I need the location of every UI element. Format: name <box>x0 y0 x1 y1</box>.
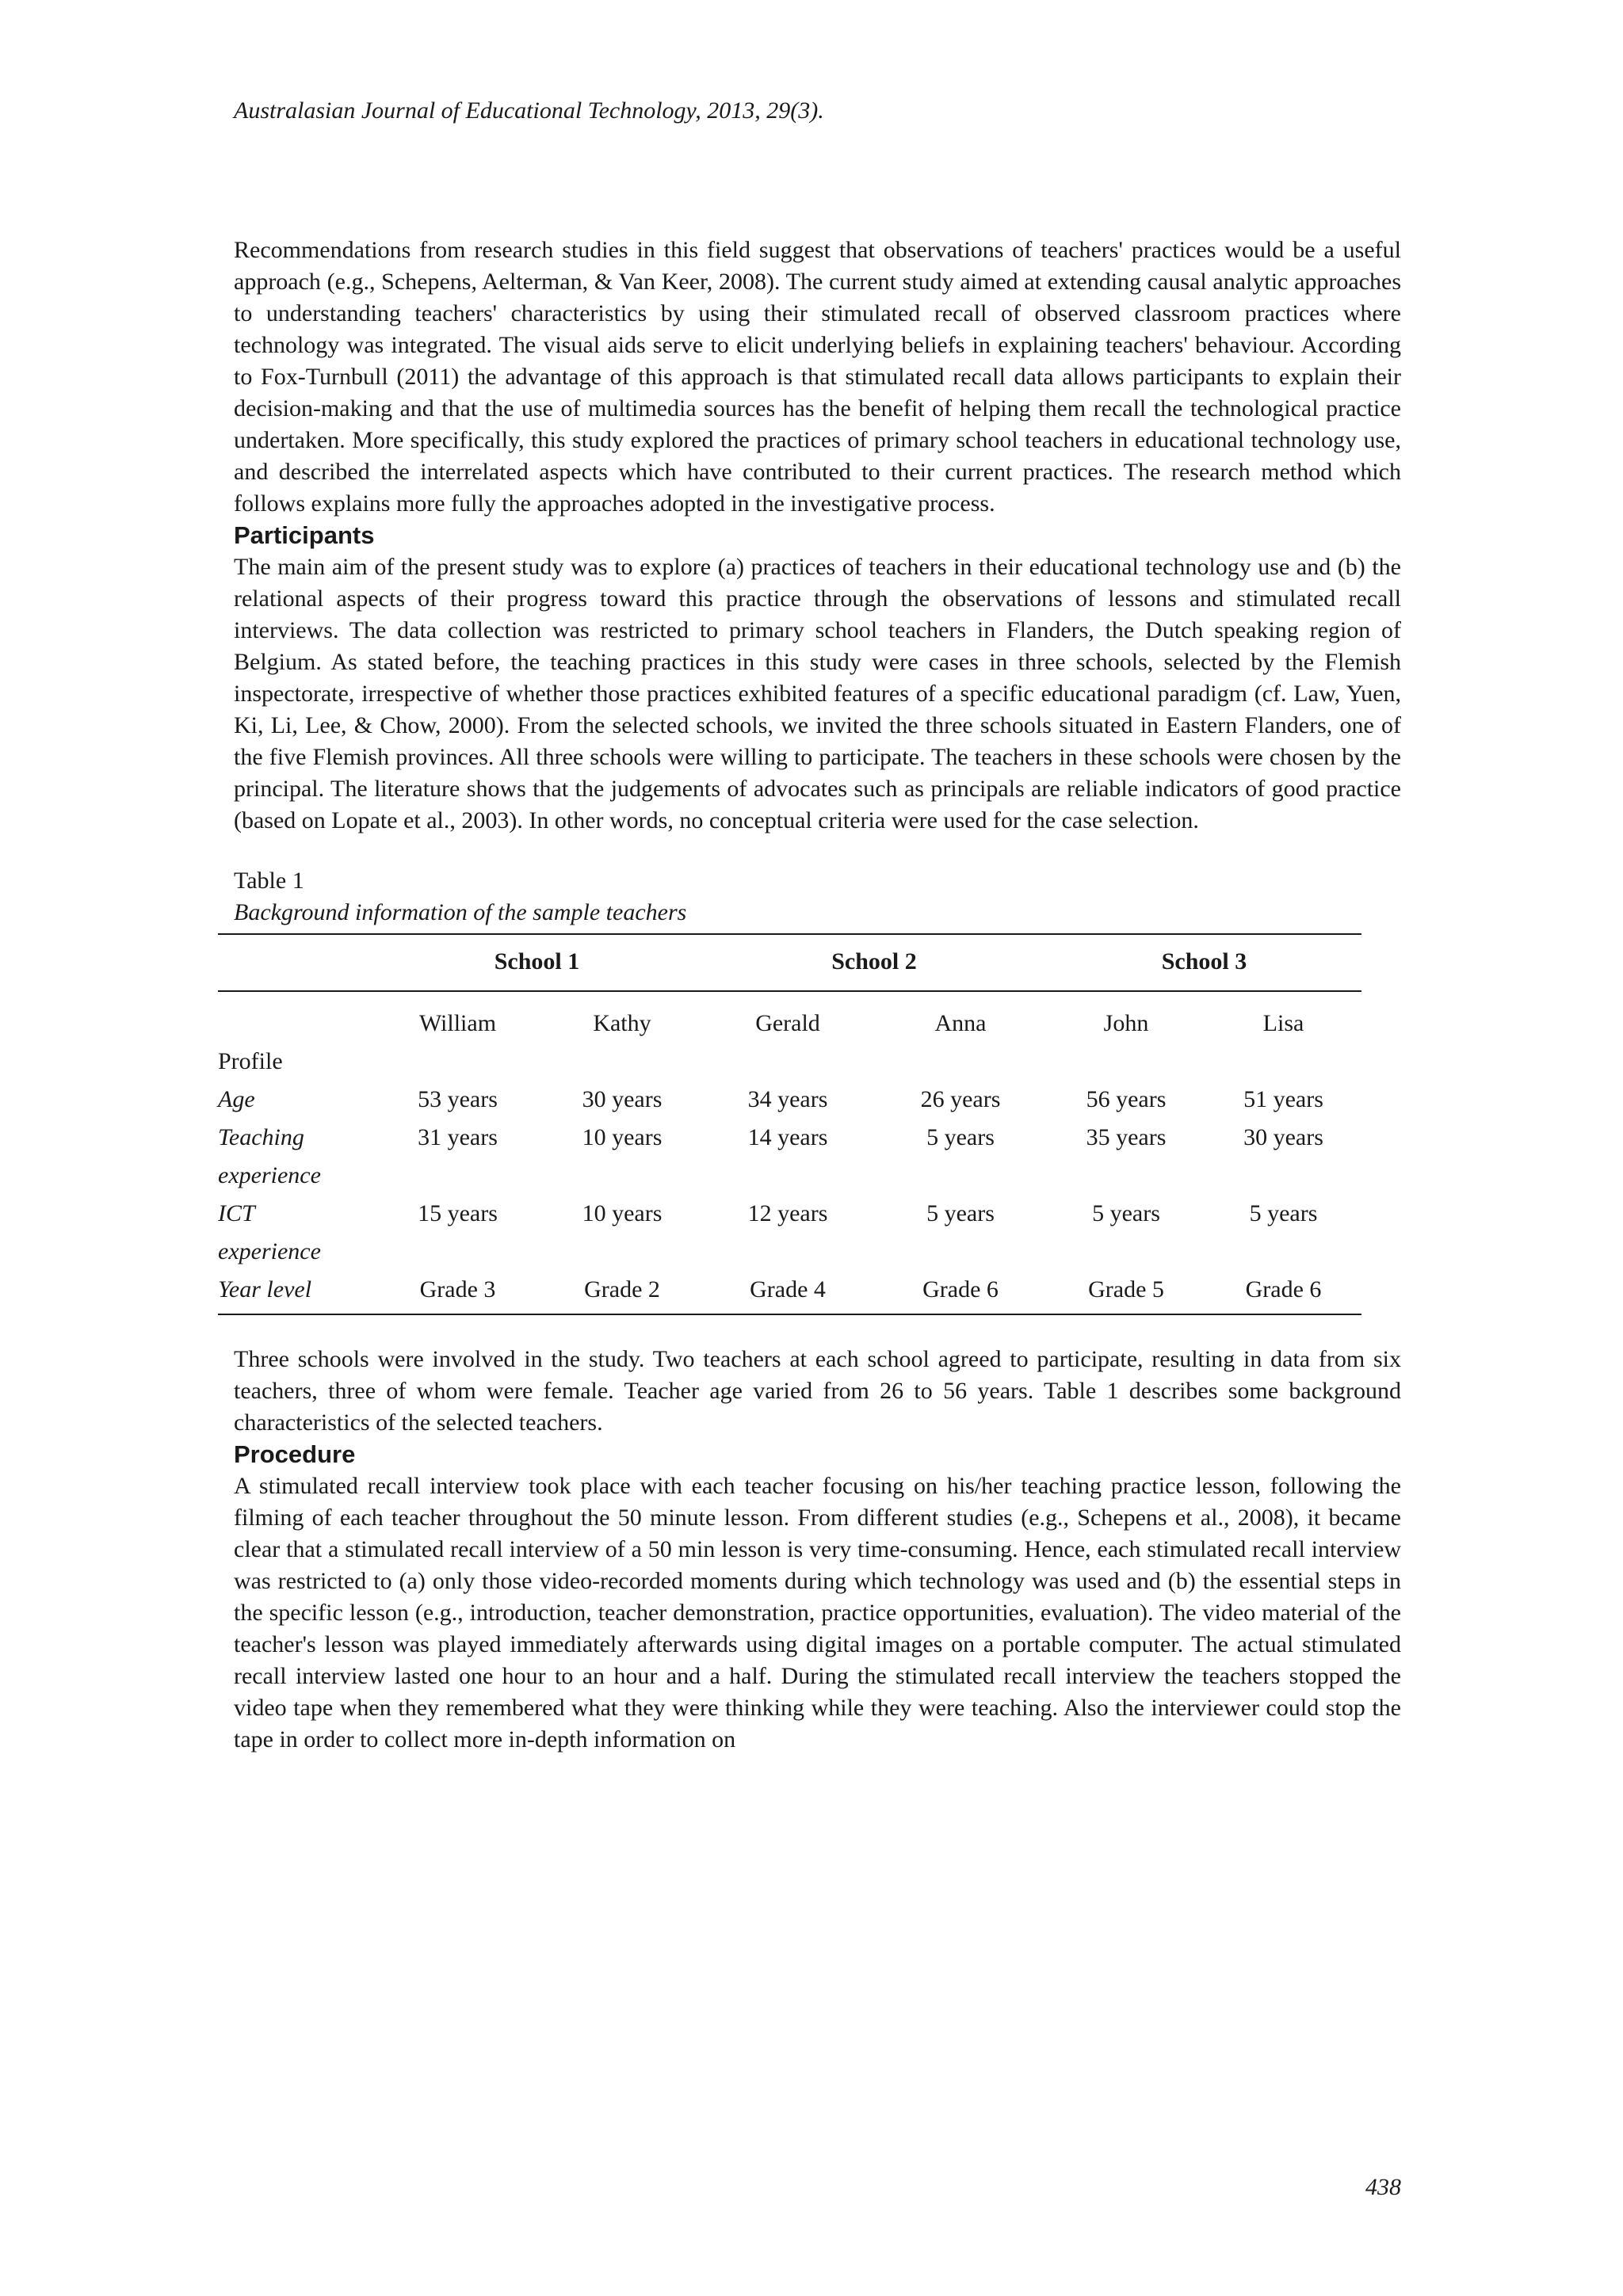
page-number: 438 <box>1365 2174 1401 2200</box>
teacher-name: Kathy <box>593 1010 651 1036</box>
school-1-header: School 1 <box>372 934 701 991</box>
table-cell: Grade 5 <box>1047 1271 1205 1314</box>
table-cell: 53 years <box>418 1086 498 1112</box>
heading-participants: Participants <box>234 521 375 549</box>
heading-procedure: Procedure <box>234 1440 356 1468</box>
intro-paragraph: Recommendations from research studies in this field suggest that observations of teachers' practices would be a useful approach (e.g., Schepens, Aelterman, & Van Keer, 2008). The current study aimed at extending causal analytic approaches to understanding teachers' characteristics by using their stimulated recall of observed classroom practices where technology was integrated. The visual aids serve to elicit underlying beliefs in explaining teachers' behaviour. According to Fox-Turnbull (2011) the advantage of this approach is that stimulated recall data allows participants to explain their decision-making and that the use of multimedia sources has the benefit of helping them recall the technological practice undertaken. More specifically, this study explored the practices of primary school teachers in educational technology use, and described the interrelated aspects which have contributed to their current practices. The research method which follows explains more fully the approaches adopted in the investigative process. <box>234 237 1401 517</box>
empty-name-cell <box>218 991 372 1043</box>
empty-header-cell <box>218 934 372 991</box>
table-cell: Grade 2 <box>543 1271 701 1314</box>
teacher-name: Anna <box>934 1010 987 1036</box>
school-2-header: School 2 <box>701 934 1047 991</box>
table-cell: 56 years <box>1086 1086 1167 1112</box>
table-cell: 5 years <box>926 1124 995 1150</box>
table-cell: 51 years <box>1243 1086 1323 1112</box>
table-cell: 30 years <box>1243 1124 1323 1150</box>
table-row-age <box>218 1081 1361 1119</box>
profile-label: Profile <box>218 1048 283 1074</box>
teacher-name: Lisa <box>1262 1010 1304 1036</box>
after-table-paragraph: Three schools were involved in the study. Two teachers at each school agreed to participate, resulting in data from six teachers, three of whom were female. Teacher age varied from 26 to 56 years. Table 1 describes some background characteristics of the selected teachers. <box>234 1346 1401 1436</box>
table-cell: 10 years <box>582 1124 663 1150</box>
school-header-row <box>218 934 1361 991</box>
background-table <box>218 933 1361 1315</box>
table-cell: 15 years <box>418 1200 498 1226</box>
table-title: Background information of the sample teachers <box>234 899 687 925</box>
row-label: Age <box>218 1086 255 1112</box>
table-row-ict-experience <box>218 1195 1361 1271</box>
table-cell: 31 years <box>418 1124 498 1150</box>
table-cell: 35 years <box>1086 1124 1167 1150</box>
table-cell: Grade 4 <box>701 1271 874 1314</box>
table-row-teaching-experience <box>218 1119 1361 1195</box>
table-cell: 5 years <box>926 1200 995 1226</box>
page-content <box>218 235 1401 1756</box>
table-cell: 5 years <box>1092 1200 1160 1226</box>
table-cell: 34 years <box>747 1086 828 1112</box>
table-cell: 14 years <box>747 1124 828 1150</box>
teacher-name: Gerald <box>755 1010 820 1036</box>
row-label: ICT experience <box>218 1200 321 1264</box>
table-cell: Grade 3 <box>372 1271 543 1314</box>
row-label: Teaching experience <box>218 1124 321 1188</box>
teacher-names-row <box>218 991 1361 1043</box>
table-cell: Grade 6 <box>1205 1271 1361 1314</box>
table-cell: Grade 6 <box>874 1271 1047 1314</box>
school-3-header: School 3 <box>1047 934 1361 991</box>
profile-row <box>218 1043 1361 1081</box>
table-cell: 12 years <box>747 1200 828 1226</box>
row-label: Year level <box>218 1271 372 1314</box>
table-cell: 26 years <box>920 1086 1001 1112</box>
teacher-name: John <box>1103 1010 1149 1036</box>
table-label: Table 1 <box>234 868 304 894</box>
table-cell: 30 years <box>582 1086 663 1112</box>
table-cell: 5 years <box>1249 1200 1318 1226</box>
teacher-name: William <box>418 1010 497 1036</box>
table-row-year-level <box>218 1271 1361 1314</box>
journal-header: Australasian Journal of Educational Technology, 2013, 29(3). <box>234 97 824 124</box>
procedure-paragraph: A stimulated recall interview took place with each teacher focusing on his/her teaching practice lesson, following the filming of each teacher throughout the 50 minute lesson. From different studies (e.g., Schepens et al., 2008), it became clear that a stimulated recall interview of a 50 min lesson is very time-consuming. Hence, each stimulated recall interview was restricted to (a) only those video-recorded moments during which technology was used and (b) the essential steps in the specific lesson (e.g., introduction, teacher demonstration, practice opportunities, evaluation). The video material of the teacher's lesson was played immediately afterwards using digital images on a portable computer. The actual stimulated recall interview lasted one hour to an hour and a half. During the stimulated recall interview the teachers stopped the video tape when they remembered what they were thinking while they were teaching. Also the interviewer could stop the tape in order to collect more in-depth information on <box>234 1473 1401 1753</box>
participants-paragraph: The main aim of the present study was to explore (a) practices of teachers in their educational technology use and (b) the relational aspects of their progress toward this practice through the observations of lessons and stimulated recall interviews. The data collection was restricted to primary school teachers in Flanders, the Dutch speaking region of Belgium. As stated before, the teaching practices in this study were cases in three schools, selected by the Flemish inspectorate, irrespective of whether those practices exhibited features of a specific educational paradigm (cf. Law, Yuen, Ki, Li, Lee, & Chow, 2000). From the selected schools, we invited the three schools situated in Eastern Flanders, one of the five Flemish provinces. All three schools were willing to participate. The teachers in these schools were chosen by the principal. The literature shows that the judgements of advocates such as principals are reliable indicators of good practice (based on Lopate et al., 2003). In other words, no conceptual criteria were used for the case selection. <box>234 554 1401 833</box>
table-cell: 10 years <box>582 1200 663 1226</box>
